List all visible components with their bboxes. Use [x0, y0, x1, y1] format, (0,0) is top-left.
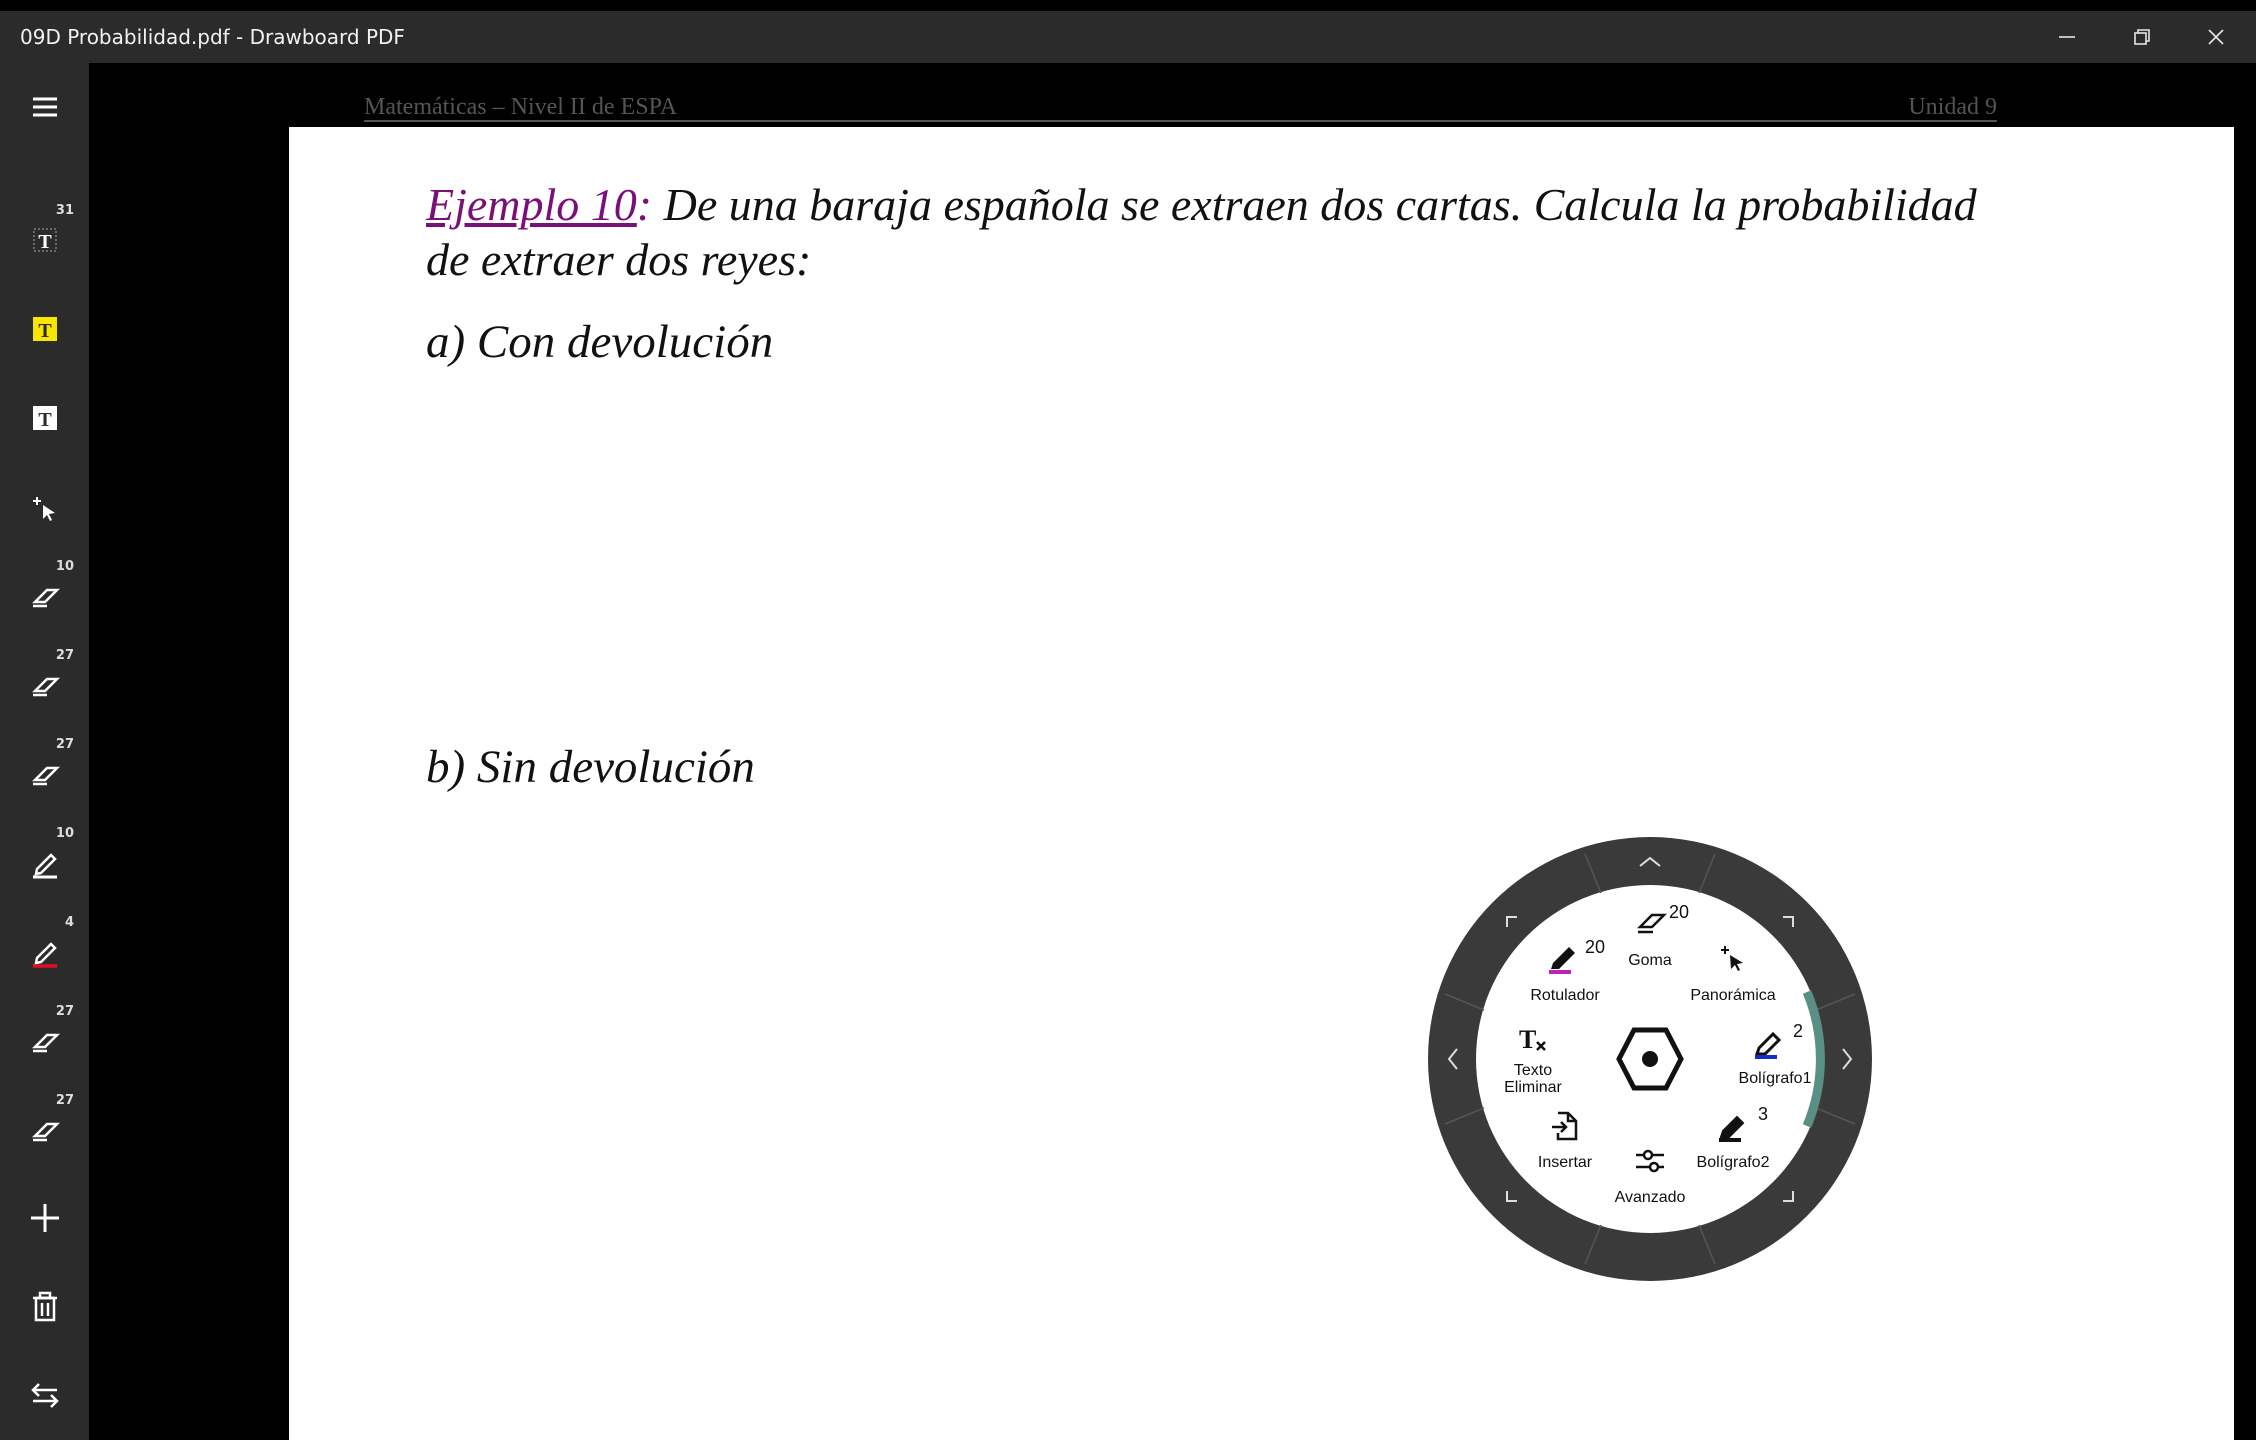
eraser-icon — [25, 1021, 65, 1061]
sidebar-item-eraser-4[interactable] — [0, 997, 89, 1085]
close-icon — [2206, 27, 2226, 47]
insert-page-icon — [1548, 1109, 1580, 1143]
window-title: 09D Probabilidad.pdf - Drawboard PDF — [20, 25, 405, 49]
pan-icon — [1717, 942, 1749, 974]
part-b-heading: b) Sin devolución — [426, 741, 755, 793]
example-text-1: De una baraja española se extraen dos cartas. Calcula la probabilidad — [652, 179, 1977, 230]
menu-button[interactable] — [0, 63, 89, 151]
minimize-icon — [2057, 27, 2077, 47]
panoramica-label: Panorámica — [1690, 987, 1776, 1004]
marker-icon — [1545, 939, 1581, 975]
goma-label: Goma — [1628, 952, 1672, 969]
sliders-icon — [1632, 1146, 1668, 1176]
sidebar-item-pen-red[interactable] — [0, 908, 89, 996]
svg-text:T: T — [37, 409, 52, 431]
pen-icon — [25, 932, 65, 972]
insertar-label: Insertar — [1537, 1154, 1593, 1171]
header-divider — [364, 120, 1997, 122]
swap-sides-button[interactable] — [0, 1351, 89, 1439]
pen-badge: 4 — [64, 915, 74, 930]
pen-icon — [1715, 1109, 1751, 1143]
sidebar-item-eraser-3[interactable] — [0, 730, 89, 818]
example-line-1 — [426, 178, 1977, 231]
sidebar-item-eraser-1[interactable] — [0, 552, 89, 640]
plus-icon — [25, 1198, 65, 1238]
part-a-heading: a) Con devolución — [426, 316, 774, 368]
sidebar-item-pan[interactable] — [0, 463, 89, 551]
eraser-badge: 27 — [55, 648, 74, 663]
boligrafo1-badge: 2 — [1793, 1021, 1804, 1041]
eraser-icon — [25, 576, 65, 616]
sidebar — [0, 63, 89, 1440]
sidebar-item-text-box[interactable] — [0, 196, 89, 284]
sidebar-item-text-highlight[interactable] — [0, 285, 89, 373]
restore-icon — [2132, 27, 2152, 47]
minimize-button[interactable] — [2031, 11, 2103, 63]
sidebar-item-eraser-2[interactable] — [0, 641, 89, 729]
pdf-viewer[interactable] — [89, 63, 2256, 1440]
text-box-badge: 31 — [55, 203, 74, 218]
avanzado-label: Avanzado — [1614, 1189, 1686, 1206]
boligrafo2-label: Bolígrafo2 — [1696, 1154, 1770, 1171]
restore-button[interactable] — [2106, 11, 2178, 63]
text-highlight-icon — [25, 309, 65, 349]
example-colon: : — [636, 179, 653, 230]
radial-scroll-up-button[interactable] — [1630, 842, 1670, 872]
pen-icon — [25, 843, 65, 883]
swap-icon — [25, 1375, 65, 1415]
text-note-icon — [25, 398, 65, 438]
eliminar-label: Eliminar — [1504, 1079, 1562, 1096]
texto-label: Texto — [1513, 1062, 1553, 1079]
eraser-icon — [1635, 907, 1669, 937]
hamburger-icon — [25, 87, 65, 127]
rotulador-label: Rotulador — [1530, 987, 1600, 1004]
eraser-badge: 27 — [55, 1004, 74, 1019]
radial-previous-button[interactable] — [1433, 1039, 1463, 1079]
svg-text:T: T — [37, 320, 52, 342]
example-line-2: de extraer dos reyes: — [426, 234, 812, 285]
goma-badge: 20 — [1669, 902, 1690, 922]
eraser-icon — [25, 754, 65, 794]
text-box-icon — [25, 220, 65, 260]
eraser-badge: 27 — [55, 737, 74, 752]
trash-icon — [25, 1287, 65, 1327]
radial-menu[interactable] — [1425, 834, 1875, 1284]
sidebar-item-eraser-5[interactable] — [0, 1086, 89, 1174]
pan-icon — [25, 487, 65, 527]
example-link[interactable]: Ejemplo 10 — [426, 179, 637, 230]
clear-format-icon — [1515, 1024, 1551, 1056]
page-header-right: Unidad 9 — [1908, 94, 1997, 120]
rotulador-badge: 20 — [1585, 937, 1606, 957]
eraser-icon — [25, 665, 65, 705]
close-button[interactable] — [2180, 11, 2252, 63]
radial-next-button[interactable] — [1837, 1039, 1867, 1079]
svg-text:T: T — [37, 231, 52, 253]
svg-text:T: T — [1519, 1025, 1537, 1054]
eraser-icon — [25, 1110, 65, 1150]
sidebar-item-pen-white[interactable] — [0, 819, 89, 907]
pen-badge: 10 — [55, 826, 74, 841]
add-tool-button[interactable] — [0, 1174, 89, 1262]
eraser-badge: 10 — [55, 559, 74, 574]
settings-hexagon-icon[interactable] — [1615, 1024, 1685, 1094]
eraser-badge: 27 — [55, 1093, 74, 1108]
boligrafo1-label: Bolígrafo1 — [1738, 1070, 1812, 1087]
top-strip — [0, 0, 2256, 11]
delete-tool-button[interactable] — [0, 1263, 89, 1351]
boligrafo2-badge: 3 — [1758, 1104, 1769, 1124]
page-header-left: Matemáticas – Nivel II de ESPA — [364, 94, 678, 120]
sidebar-item-text-note[interactable] — [0, 374, 89, 462]
title-bar — [0, 11, 2256, 63]
pen-icon — [1751, 1026, 1787, 1060]
